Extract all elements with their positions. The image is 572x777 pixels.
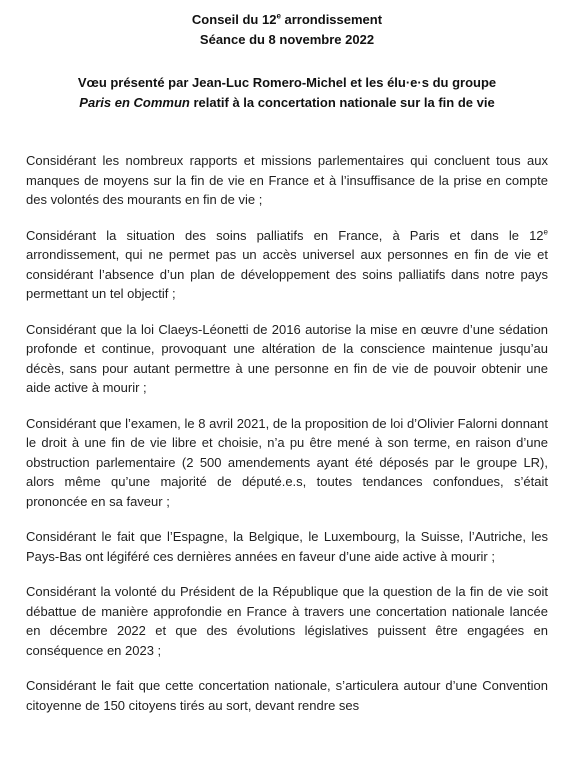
paragraph-4: Considérant que l’examen, le 8 avril 2021, de la proposition de loi d’Olivier Falorni donnant le droit à une fin de vie libre et choisie, n’a pu être mené à son terme, en raison d’une obstruction parlementaire (2 500 amendements ayant été déposés par le groupe LR), alors même qu’une majorité de député.e.s, toutes tendances confondues, s’était prononcée en sa faveur ; [26,415,548,509]
motion-title-line-2: Paris en Commun relatif à la concertation nationale sur la fin de vie [79,95,495,110]
paragraph-2: Considérant la situation des soins palliatifs en France, à Paris et dans le 12e arrondissement, qui ne permet pas un accès universel aux personnes en fin de vie et considérant l’absence d’un plan de développement des soins palliatifs dans notre pays permettant un tel objectif ; [26,227,548,301]
paragraph-5: Considérant le fait que l’Espagne, la Belgique, le Luxembourg, la Suisse, l’Autriche, les Pays-Bas ont légiféré ces dernières années en faveur d’une aide active à mourir ; [26,529,548,564]
document-header [26,10,548,50]
motion-body [26,151,548,715]
paragraph-6: Considérant la volonté du Président de la République que la question de la fin de vie soit débattue de manière approfondie en France à travers une concertation nationale lancée en décembre 2022 et que des évolutions législatives puissent être engagées en conséquence en 2023 ; [26,584,548,658]
motion-title [26,73,548,113]
paragraph-3: Considérant que la loi Claeys-Léonetti de 2016 autorise la mise en œuvre d’une sédation profonde et continue, provoquant une altération de la conscience maintenue jusqu’au décès, sans pour autant permettre à une personne en fin de vie de pouvoir obtenir une aide active à mourir ; [26,321,548,395]
motion-title-line-1: Vœu présenté par Jean-Luc Romero-Michel et les élu·e·s du groupe [77,75,497,90]
group-name: Paris en Commun [79,95,190,110]
council-title: Conseil du 12e arrondissement [191,11,383,27]
paragraph-1: Considérant les nombreux rapports et missions parlementaires qui concluent tous aux manques de moyens sur la fin de vie en France et à l’insuffisance de la prise en compte des volontés des mourants en fin de vie ; [26,153,548,207]
session-date: Séance du 8 novembre 2022 [199,32,375,47]
paragraph-7: Considérant le fait que cette concertation nationale, s’articulera autour d’une Convention citoyenne de 150 citoyens tirés au sort, devant rendre ses [26,678,548,713]
